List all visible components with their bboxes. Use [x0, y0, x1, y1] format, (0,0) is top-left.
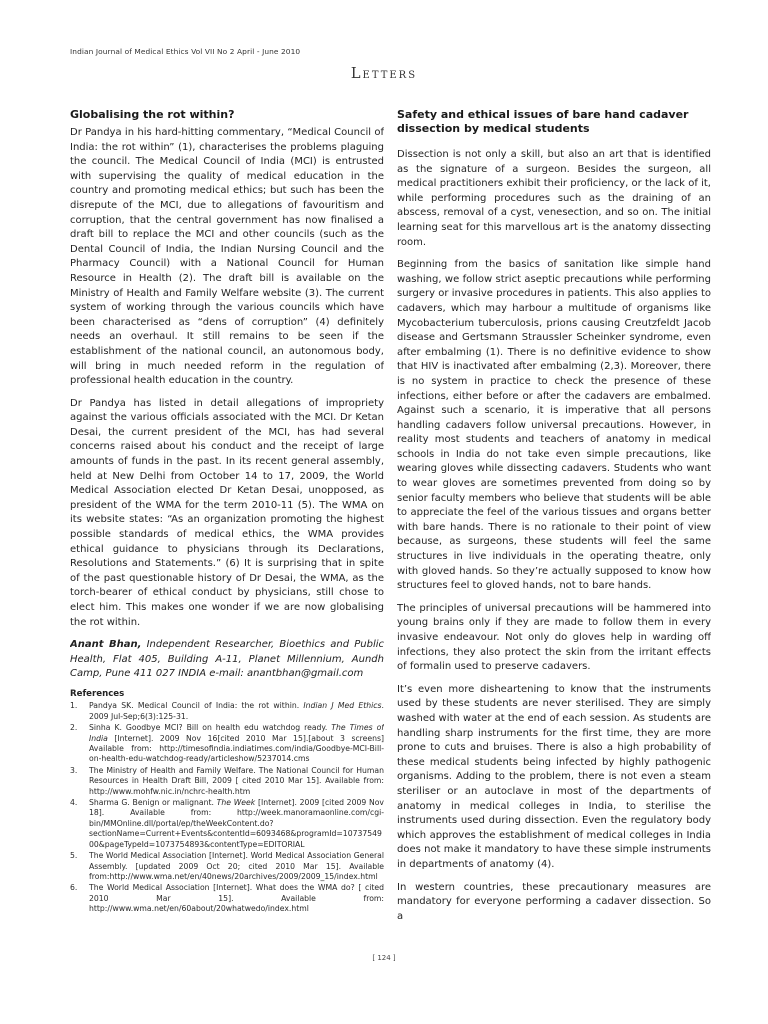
letter-title: Globalising the rot within? [70, 108, 235, 121]
reference-item: 2. Sinha K. Goodbye MCI? Bill on health edu watchdog ready. The Times of India [Internet]. 2009 Nov 16[cited 2010 Mar 15].[about 3 screens] Available from: http://timesofindia.indiatimes.com/india/Goodbye-MCI-Bill-on-health-edu-watchdog-ready/articleshow/5237014.cms [70, 723, 384, 764]
author-block [70, 638, 384, 681]
right-column [397, 108, 711, 932]
reference-item: 1. Pandya SK. Medical Council of India: the rot within. Indian J Med Ethics. 2009 Jul-Sep;6(3):125-31. [70, 701, 384, 721]
paragraph: Dr Pandya in his hard-hitting commentary, “Medical Council of India: the rot within” (1), characterises the problems plaguing the council. The Medical Council of India (MCI) is entrusted with supervising the quality of medical education in the country and promoting medical ethics; but such has been the disrepute of the MCI, due to allegations of favouritism and corruption, that the central government has now finalised a draft bill to replace the MCI and other councils (such as the Dental Council of India, the Indian Nursing Council and the Pharmacy Council) with a National Council for Human Resource in Health (2). The draft bill is available on the Ministry of Health and Family Welfare website (3). The current system of working through the various councils which have been characterised as “dens of corruption” (4) definitely needs an overhaul. It still remains to be seen if the establishment of the national council, an autonomous body, will bring in much needed reform in the regulation of professional health education in the country. [70, 127, 384, 387]
paragraph: It’s even more disheartening to know that the instruments used by these students are never sterilised. They are simply washed with water at the end of each session. As students are handling sharp instruments for the first time, they are more prone to cuts and bruises. There is also a high probability of these medical students being infected by highly pathogenic organisms. Adding to the problem, there is not even a steam steriliser or an autoclave in most of the departments of anatomy in medical colleges in India, to sterilise the instruments used during dissection. Even the regulatory body which approves the establishment of medical colleges in India does not make it mandatory to have these simple instruments in departments of anatomy (4). [397, 683, 711, 870]
letter-title: Safety and ethical issues of bare hand cadaver dissection by medical students [397, 108, 689, 135]
reference-item: 3. The Ministry of Health and Family Welfare. The National Council for Human Resources in Health Draft Bill, 2009 [ cited 2010 Mar 15]. Available from: http://www.mohfw.nic.in/nchrc-health.htm [70, 765, 384, 796]
author-affiliation: Independent Researcher, Bioethics and Public Health, Flat 405, Building A-11, Planet Millennium, Aundh Camp, Pune 411 027 INDIA e-mail: anantbhan@gmail.com [70, 639, 384, 679]
paragraph: Dr Pandya has listed in detail allegations of impropriety against the various officials associated with the MCI. Dr Ketan Desai, the current president of the MCI, has had several concerns raised about his conduct and the receipt of large amounts of funds in the past. In its recent general assembly, held at New Delhi from October 14 to 17, 2009, the World Medical Association elected Dr Ketan Desai, unopposed, as president of the WMA for the term 2010-11 (5). The WMA on its website states: “As an organization promoting the highest possible standards of medical ethics, the WMA provides ethical guidance to physicians through its Declarations, Resolutions and Statements.” (6) It is surprising that in spite of the past questionable history of Dr Desai, the WMA, as the torch-bearer of ethical conduct by physicians, still chose to elect him. This makes one wonder if we are now globalising the rot within. [70, 397, 384, 628]
references-heading: References [70, 689, 125, 700]
reference-item: 4. Sharma G. Benign or malignant. The Week [Internet]. 2009 [cited 2009 Nov 18]. Available from: http://week.manoramaonline.com/cgi-bin/MMOnline.dll/portal/ep/theWeekContent.do?sectionName=Current+Events&contentId=6093468&programId=1073754900&pageTypeId=1073754893&contentType=EDITORIAL [70, 798, 384, 849]
reference-list [70, 701, 384, 914]
author-name: Anant Bhan, [70, 639, 142, 651]
paragraph: Dissection is not only a skill, but also an art that is identified as the signature of a surgeon. Besides the surgeon, all medical practitioners exhibit their proficiency, or the lack of it, while performing procedures such as the draining of an abscess, removal of a cyst, venesection, and so on. The initial learning seat for this marvellous art is the anatomy dissecting room. [397, 149, 711, 248]
section-title: Letters [350, 66, 418, 82]
journal-running-header: Indian Journal of Medical Ethics Vol VII No 2 April - June 2010 [70, 47, 301, 56]
paragraph: The principles of universal precautions will be hammered into young brains only if they are made to follow them in every invasive endeavour. Not only do gloves help in warding off infections, they also protect the skin from the irritant effects of formalin used to preserve cadavers. [397, 602, 711, 673]
page-number: [ 124 ] [372, 954, 396, 962]
left-column [70, 108, 384, 916]
reference-item: 6. The World Medical Association [Internet]. What does the WMA do? [ cited 2010 Mar 15]. Available from: http://www.wma.net/en/60about/20whatwedo/index.html [70, 883, 384, 914]
paragraph: In western countries, these precautionary measures are mandatory for everyone performing a cadaver dissection. So a [397, 881, 711, 922]
paragraph: Beginning from the basics of sanitation like simple hand washing, we follow strict aseptic precautions while performing surgery or invasive procedures in patients. This also applies to cadavers, which may harbour a multitude of organisms like Mycobacterium tuberculosis, prions causing Creutzfeldt Jacob disease and Gertsmann Straussler Scheinker syndrome, even after embalming (1). There is no definitive evidence to show that HIV is inactivated after embalming (2,3). Moreover, there is no system in practice to check the presence of these infections, either before or after the cadavers are embalmed. Against such a scenario, it is imperative that all persons handling cadavers follow universal precautions. However, in reality most students and teachers of anatomy in medical schools in India do not take even simple precautions, like wearing gloves while dissecting cadavers. Students who want to wear gloves are sometimes prevented from doing so by senior faculty members who believe that students will be able to appreciate the feel of the various tissues and organs better with bare hands. There is no rationale to their point of view because, as surgeons, these students will feel the same structures in live individuals in the operating theatre, only with gloved hands. So they’re actually supposed to know how structures feel to gloved hands, not to bare hands. [397, 259, 711, 592]
reference-item: 5. The World Medical Association [Internet]. World Medical Association General Assembly. [updated 2009 Oct 20; cited 2010 Mar 15]. Available from:http://www.wma.net/en/40news/20archives/2009/2009_15/index.html [70, 851, 384, 881]
